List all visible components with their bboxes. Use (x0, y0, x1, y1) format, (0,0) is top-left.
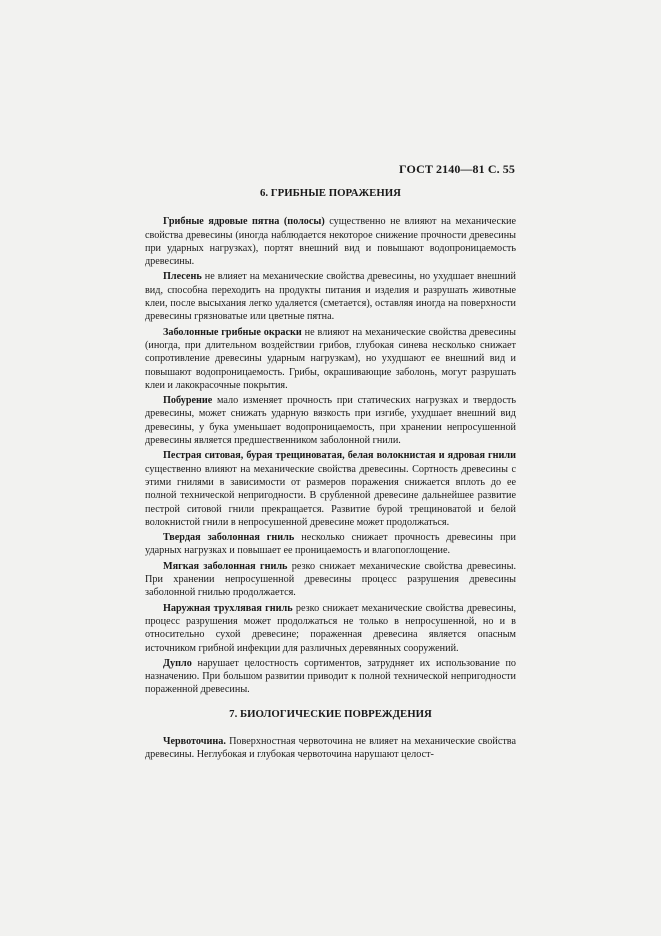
paragraph-text: нарушает целостность сортиментов, затрудняет их использование по назначению. При большом развитии приводит к полной технической непригодности пораженной древесины. (145, 657, 516, 696)
term: Мягкая заболонная гниль (163, 560, 288, 572)
term: Заболонные грибные окраски (163, 326, 302, 338)
paragraph (145, 270, 516, 323)
paragraph (145, 449, 516, 529)
term: Наружная трухлявая гниль (163, 602, 293, 614)
paragraph (145, 657, 516, 697)
paragraph (145, 560, 516, 600)
page-content (145, 187, 516, 764)
paragraph-text: Поверхностная червоточина не влияет на механические свойства древесины. Неглубокая и глубокая червоточина нарушают целост- (145, 735, 516, 761)
paragraph-text: существенно влияют на механические свойства древесины. Сортность древесины с этими гнилями в зависимости от размеров поражения снижается вплоть до ее полной технической непригодности. В срубленной древесине дальнейшее развитие пестрой ситовой гнили прекращается. Развитие бурой трещиноватой и белой волокнистой гнили в непросушенной древесине может продолжаться. (145, 463, 516, 528)
paragraph-text: мало изменяет прочность при статических нагрузках и твердость древесины, может снижать ударную вязкость при изгибе, ухудшает внешний вид древесины, у бука уменьшает водопроницаемость, при хранении непросушенной древесины является предшественником заболонной гнили. (145, 395, 516, 447)
term: Грибные ядровые пятна (полосы) (163, 216, 325, 228)
term: Пестрая ситовая, бурая трещиноватая, белая волокнистая и ядровая гнили (163, 450, 516, 462)
paragraph (145, 735, 516, 762)
paragraph (145, 394, 516, 447)
section-title: 6. ГРИБНЫЕ ПОРАЖЕНИЯ (260, 187, 401, 199)
term: Дупло (163, 657, 192, 669)
paragraph-text: не влияют на механические свойства древесины (иногда, при длительном воздействии грибов, глубокая синева несколько снижает сопротивление древесины ударным нагрузкам), но ухудшают ее внешний вид и повышают водопроницаемость. Грибы, окрашивающие заболонь, могут разрушать клеи и лакокрасочные покрытия. (145, 326, 516, 391)
term: Плесень (163, 271, 202, 283)
paragraph (145, 602, 516, 655)
paragraph (145, 531, 516, 558)
term: Твердая заболонная гниль (163, 532, 295, 544)
term: Побурение (163, 395, 213, 407)
paragraph (145, 326, 516, 392)
page-header: ГОСТ 2140—81 С. 55 (399, 162, 515, 176)
term: Червоточина. (163, 735, 226, 747)
section-title: 7. БИОЛОГИЧЕСКИЕ ПОВРЕЖДЕНИЯ (229, 707, 432, 720)
paragraph-text: резко снижает механические свойства древесины. При хранении непросушенной древесины процесс разрушения древесины заболонной гнилью продолжается. (145, 560, 516, 599)
paragraph-text: не влияет на механические свойства древесины, но ухудшает внешний вид, способна переходить на продукты питания и изделия и разрушать животные клеи, после высыхания легко удаляется (сметается), оставляя иногда на поверхности древесины грязноватые или цветные пятна. (145, 271, 516, 323)
paragraph-text: несколько снижает прочность древесины при ударных нагрузках и повышает ее проницаемость и влагопоглощение. (145, 532, 516, 557)
paragraph-text: резко снижает механические свойства древесины, процесс разрушения может продолжаться не только в непросушенной, но и в относительно сухой древесине; пораженная древесина является опасным источником грибной инфекции для различных деревянных сооружений. (145, 602, 516, 654)
paragraph-text: существенно не влияют на механические свойства древесины (иногда наблюдается некоторое снижение прочности древесины при ударных нагрузках), портят внешний вид и повышают водопроницаемость древесины. (145, 216, 516, 268)
paragraph (145, 215, 516, 268)
